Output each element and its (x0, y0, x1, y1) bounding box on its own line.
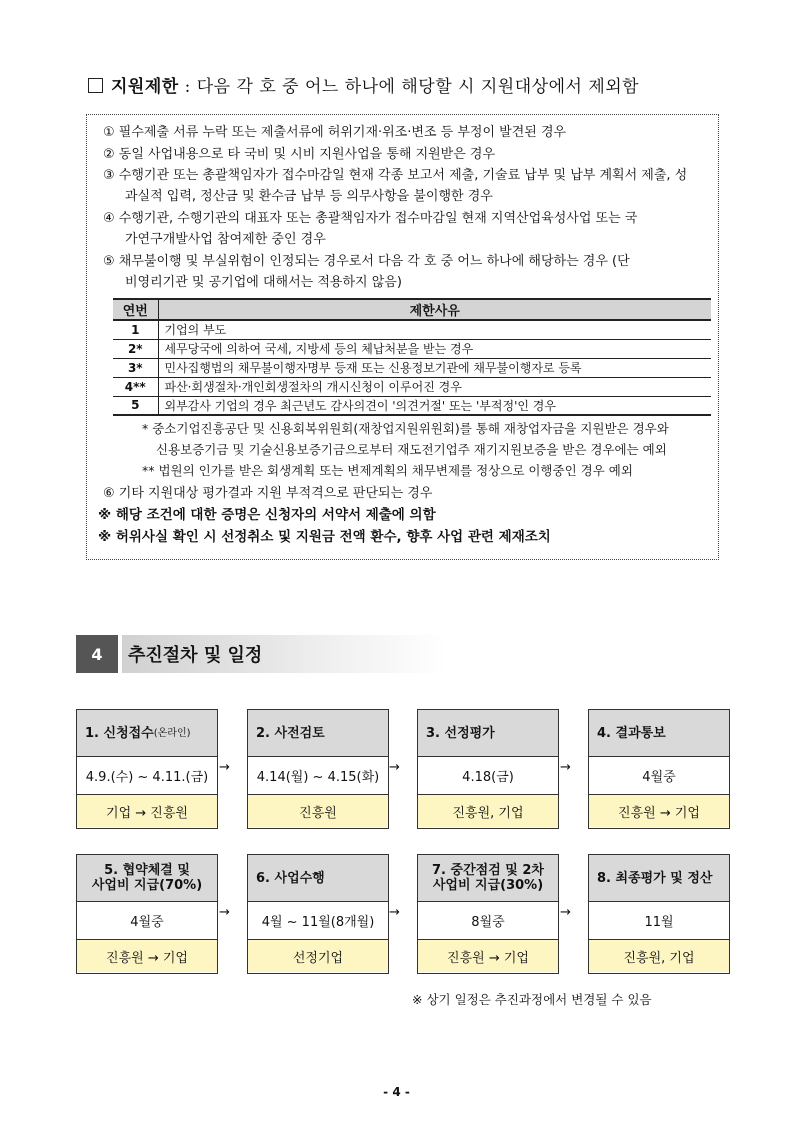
step-card (76, 709, 218, 829)
table-cell-num: 5 (113, 396, 158, 415)
step-title-line2: 사업비 지급(30%) (432, 878, 544, 893)
restriction-title-rest: : 다음 각 호 중 어느 하나에 해당할 시 지원대상에서 제외함 (184, 77, 640, 97)
right-arrow-icon: → (389, 760, 400, 775)
right-arrow-icon: → (219, 905, 230, 920)
right-arrow-icon: → (560, 905, 571, 920)
restriction-item-5: ⑤ 채무불이행 및 부실위험이 인정되는 경우로서 다음 각 호 중 어느 하나에 해당하는 경우 (단 (103, 254, 630, 269)
restriction-item-5-cont: 비영리기관 및 공기업에 대해서는 적용하지 않음) (125, 275, 402, 290)
step-title-line1: 7. 중간점검 및 2차 (432, 863, 544, 878)
step-title-line2: 사업비 지급(70%) (91, 878, 203, 893)
page-number: - 4 - (383, 1085, 410, 1099)
step-title (418, 855, 558, 902)
step-actor: 진흥원 → 기업 (77, 940, 217, 972)
table-cell-num: 1 (113, 320, 158, 339)
step-actor: 진흥원, 기업 (418, 795, 558, 827)
table-row (113, 339, 711, 358)
step-card (588, 709, 730, 829)
step-title-line1: 5. 협약체결 및 (104, 863, 190, 878)
step-title-text: 1. 신청접수 (85, 725, 154, 741)
step-title: 8. 최종평가 및 정산 (589, 855, 729, 902)
footnote-2: ** 법원의 인가를 받은 회생계획 또는 변제계획의 채무변제를 정상으로 이행중인 경우 예외 (142, 463, 633, 478)
section-title-text: 추진절차 및 일정 (128, 645, 263, 666)
step-card (417, 709, 559, 829)
step-card (417, 854, 559, 974)
table-cell-reason: 민사집행법의 채무불이행자명부 등재 또는 신용정보기관에 채무불이행자로 등록 (158, 358, 711, 377)
step-date: 4.14(월) ~ 4.15(화) (248, 757, 388, 795)
note-false-fact: ※ 허위사실 확인 시 선정취소 및 지원금 전액 환수, 향후 사업 관련 제재조치 (98, 529, 551, 545)
restriction-item-1: ① 필수제출 서류 누락 또는 제출서류에 허위기재·위조·변조 등 부정이 발견된 경우 (103, 125, 567, 140)
step-actor: 진흥원 → 기업 (418, 940, 558, 972)
restriction-heading (88, 72, 639, 97)
right-arrow-icon: → (219, 760, 230, 775)
restriction-item-4-cont: 가연구개발사업 참여제한 중인 경우 (125, 232, 326, 247)
step-date: 11월 (589, 902, 729, 940)
table-cell-reason: 세무당국에 의하여 국세, 지방세 등의 체납처분을 받는 경우 (158, 339, 711, 358)
step-actor: 기업 → 진흥원 (77, 795, 217, 827)
restriction-item-3-cont: 과실적 입력, 정산금 및 환수금 납부 등 의무사항을 불이행한 경우 (125, 189, 493, 204)
step-title-small: (온라인) (153, 727, 191, 739)
step-actor: 진흥원 → 기업 (589, 795, 729, 827)
restriction-title-bold: 지원제한 (111, 77, 179, 97)
step-actor: 선정기업 (248, 940, 388, 972)
note-proof: ※ 해당 조건에 대한 증명은 신청자의 서약서 제출에 의함 (98, 507, 436, 523)
table-row (113, 396, 711, 415)
step-actor: 진흥원 (248, 795, 388, 827)
step-date: 4.9.(수) ~ 4.11.(금) (77, 757, 217, 795)
schedule-note: ※ 상기 일정은 추진과정에서 변경될 수 있음 (412, 992, 652, 1007)
table-header-num: 연번 (113, 299, 158, 320)
step-title: 4. 결과통보 (589, 710, 729, 757)
section-title-divider (118, 635, 122, 673)
step-title (77, 855, 217, 902)
restriction-item-2: ② 동일 사업내용으로 타 국비 및 시비 지원사업을 통해 지원받은 경우 (103, 147, 496, 162)
step-title: 3. 선정평가 (418, 710, 558, 757)
restriction-item-4: ④ 수행기관, 수행기관의 대표자 또는 총괄책임자가 접수마감일 현재 지역산업육성사업 또는 국 (103, 211, 638, 226)
step-title: 2. 사전검토 (248, 710, 388, 757)
table-row (113, 320, 711, 339)
table-cell-reason: 외부감사 기업의 경우 최근년도 감사의견이 '의견거절' 또는 '부적정'인 경우 (158, 396, 711, 415)
footnote-1-cont: 신용보증기금 및 기술신용보증기금으로부터 재도전기업주 재기지원보증을 받은 경우에는 예외 (156, 442, 667, 457)
checkbox-square-icon (88, 78, 103, 93)
step-card (247, 854, 389, 974)
step-card (247, 709, 389, 829)
step-card (76, 854, 218, 974)
right-arrow-icon: → (389, 905, 400, 920)
section-number: 4 (76, 635, 118, 673)
table-header-row (113, 299, 711, 320)
footnote-1: * 중소기업진흥공단 및 신용회복위원회(재창업지원위원회)를 통해 재창업자금을 지원받은 경우와 (142, 421, 669, 436)
step-date: 8월중 (418, 902, 558, 940)
step-date: 4월중 (77, 902, 217, 940)
restriction-item-6: ⑥ 기타 지원대상 평가결과 지원 부적격으로 판단되는 경우 (103, 486, 433, 501)
step-date: 4월 ~ 11월(8개월) (248, 902, 388, 940)
restriction-reason-table (113, 298, 711, 416)
table-cell-reason: 파산·회생절차·개인회생절차의 개시신청이 이루어진 경우 (158, 377, 711, 396)
section-title (118, 635, 446, 673)
step-date: 4.18(금) (418, 757, 558, 795)
table-row (113, 377, 711, 396)
table-header-reason: 제한사유 (158, 299, 711, 320)
step-date: 4월중 (589, 757, 729, 795)
table-cell-num: 4** (113, 377, 158, 396)
right-arrow-icon: → (560, 760, 571, 775)
step-card (588, 854, 730, 974)
step-title (77, 710, 217, 757)
table-cell-reason: 기업의 부도 (158, 320, 711, 339)
step-actor: 진흥원, 기업 (589, 940, 729, 972)
table-cell-num: 2* (113, 339, 158, 358)
step-title: 6. 사업수행 (248, 855, 388, 902)
table-cell-num: 3* (113, 358, 158, 377)
table-row (113, 358, 711, 377)
restriction-item-3: ③ 수행기관 또는 총괄책임자가 접수마감일 현재 각종 보고서 제출, 기술료 납부 및 납부 계획서 제출, 성 (103, 168, 688, 183)
